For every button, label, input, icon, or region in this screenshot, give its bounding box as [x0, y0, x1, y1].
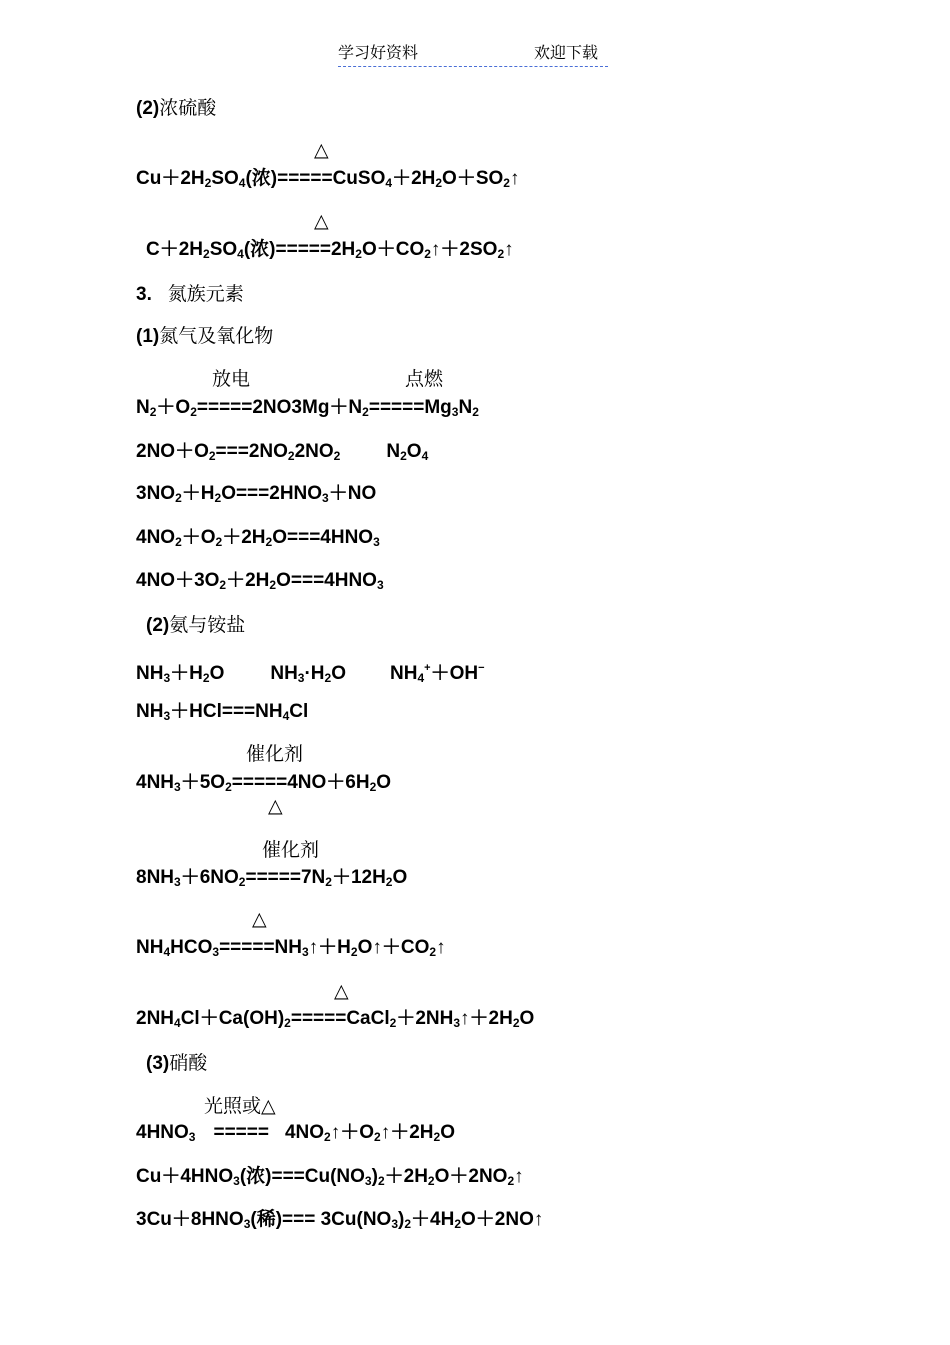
- subscript: 2: [503, 176, 510, 190]
- formula-text: ＋4H: [411, 1209, 455, 1230]
- subscript: 4: [282, 709, 290, 723]
- subscript: 2: [214, 491, 222, 505]
- formula-text: 3NO: [136, 483, 176, 504]
- subscript: 3: [174, 780, 181, 794]
- formula-text: Cu＋2H: [136, 168, 205, 189]
- subscript: 3: [322, 491, 329, 505]
- subscript: 3: [301, 945, 309, 959]
- formula-text: ＋6NO: [180, 867, 239, 888]
- subscript: 2: [424, 247, 431, 261]
- formula-text: N: [386, 441, 401, 462]
- subscript: 2: [404, 1217, 412, 1231]
- formula-text: ): [398, 1209, 405, 1230]
- subscript: 3: [163, 709, 171, 723]
- formula-text: ↑: [504, 239, 514, 260]
- subscript: 2: [389, 1016, 397, 1030]
- formula-text: Cl＋Ca(OH): [180, 1008, 285, 1029]
- header-left: 学习好资料: [338, 43, 419, 62]
- formula-text: 氨与铵盐: [169, 614, 246, 636]
- subscript: 2: [225, 780, 232, 794]
- cond-catalyst: 催化剂: [246, 743, 304, 765]
- formula-text: NH: [390, 663, 418, 684]
- formula-text: 浓硫酸: [159, 97, 217, 119]
- equation-nh3-h2o: [136, 656, 485, 690]
- formula-text: O: [440, 1122, 455, 1143]
- cond-heat: △: [252, 908, 267, 930]
- subscript: 2: [175, 535, 182, 549]
- subscript: 4: [163, 945, 171, 959]
- subscript: 2: [355, 247, 362, 261]
- formula-text: ===2NO: [215, 441, 288, 462]
- subscript: 3: [453, 1016, 461, 1030]
- cond-light-or-heat: 光照或△: [204, 1095, 276, 1117]
- formula-text: =====4NO＋6H: [231, 772, 370, 793]
- cond-ignite: 点燃: [405, 368, 444, 390]
- equation-nh3-hcl: [136, 700, 308, 728]
- formula-text: NH: [270, 663, 298, 684]
- formula-text: ＋2H: [222, 527, 266, 548]
- formula-text: =====CaCl: [290, 1008, 390, 1029]
- subscript: 3: [451, 405, 459, 419]
- formula-text: (1): [136, 326, 160, 347]
- subscript: 2: [427, 1174, 435, 1188]
- formula-text: 4NH: [136, 772, 175, 793]
- equation-cu-dilute-hno3: [136, 1208, 543, 1236]
- formula-text: NH: [136, 663, 164, 684]
- formula-text: N: [458, 397, 473, 418]
- formula-text: O: [519, 1008, 535, 1029]
- formula-text: SO: [211, 168, 239, 189]
- cond-heat: △: [314, 139, 329, 161]
- formula-text: O↑＋CO: [357, 937, 430, 958]
- formula-text: 3Cu＋8HNO: [136, 1209, 244, 1230]
- subscript: 2: [324, 671, 332, 685]
- formula-text: ＋NO: [328, 483, 377, 504]
- equation-nh3-no: [136, 866, 407, 894]
- subscript: 2: [325, 875, 332, 889]
- subscript: 3: [376, 578, 384, 592]
- subscript: 2: [219, 578, 227, 592]
- formula-text: O＋CO: [361, 239, 425, 260]
- equation-no2-o2-h2o: [136, 526, 380, 554]
- formula-text: ＋HCl===NH: [170, 701, 283, 722]
- formula-text: SO: [209, 239, 238, 260]
- subscript: 2: [454, 1217, 462, 1231]
- formula-text: O＋2NO: [434, 1166, 508, 1187]
- formula-text: ↑: [436, 937, 446, 958]
- formula-text: ＋2H: [392, 168, 436, 189]
- subscript: 2: [215, 535, 223, 549]
- formula-text: ↑＋2H: [460, 1008, 513, 1029]
- subscript: 2: [175, 491, 182, 505]
- formula-text: ↑: [509, 168, 520, 189]
- subscript: 3: [243, 1217, 251, 1231]
- formula-text: 4HNO: [136, 1122, 189, 1143]
- subscript: 2: [190, 405, 197, 419]
- heading-ammonia: [146, 613, 245, 638]
- formula-text: (稀)=== 3Cu(NO: [250, 1209, 392, 1230]
- equation-n2-o2-mg: [136, 396, 479, 424]
- subscript: 2: [377, 1174, 385, 1188]
- heading-nitric-acid: [146, 1051, 207, 1076]
- subscript: 2: [284, 1016, 291, 1030]
- formula-text: O: [406, 441, 422, 462]
- formula-text: O: [331, 663, 347, 684]
- formula-text: ＋H: [181, 483, 215, 504]
- formula-text: ＋OH: [430, 663, 479, 684]
- subscript: 2: [507, 1174, 515, 1188]
- equation-nh4cl-caoh2: [136, 1007, 534, 1035]
- subscript: 2: [350, 945, 358, 959]
- formula-text: C＋2H: [146, 239, 204, 260]
- subscript: 3: [373, 535, 380, 549]
- formula-text: 3.: [136, 284, 152, 305]
- formula-text: ↑＋H: [308, 937, 351, 958]
- subscript: 2: [400, 449, 407, 463]
- formula-text: O===4HNO: [276, 570, 377, 591]
- subscript: 4: [174, 1016, 181, 1030]
- formula-text: O: [376, 772, 392, 793]
- subscript: 2: [324, 1130, 331, 1144]
- subscript: 3: [297, 671, 305, 685]
- formula-text: =====7N: [245, 867, 326, 888]
- formula-text: ): [371, 1166, 378, 1187]
- subscript: 2: [512, 1016, 520, 1030]
- subscript: 4: [385, 176, 393, 190]
- formula-text: (浓)===Cu(NO: [239, 1166, 365, 1187]
- cond-heat: △: [314, 210, 329, 232]
- formula-text: (2): [146, 615, 170, 636]
- page-header: [338, 40, 608, 67]
- subscript: 4: [421, 449, 429, 463]
- formula-text: 2NO＋O: [136, 441, 209, 462]
- formula-text: ＋2NH: [396, 1008, 454, 1029]
- subscript: 2: [433, 1130, 441, 1144]
- formula-text: =====2NO3Mg＋N: [196, 397, 363, 418]
- subscript: 2: [202, 671, 210, 685]
- equation-nh3-oxidation: [136, 771, 391, 799]
- cond-catalyst: 催化剂: [262, 839, 320, 861]
- formula-text: (浓)=====2H: [243, 239, 356, 260]
- subscript: 2: [374, 1130, 381, 1144]
- formula-text: =====Mg: [368, 397, 452, 418]
- subscript: 2: [497, 247, 505, 261]
- subscript: 2: [204, 176, 212, 190]
- formula-text: ＋2H: [384, 1166, 428, 1187]
- formula-text: O===2HNO: [221, 483, 323, 504]
- formula-text: 2NH: [136, 1008, 175, 1029]
- formula-text: NH: [136, 937, 164, 958]
- formula-text: 2NO: [294, 441, 334, 462]
- subscript: 2: [472, 405, 479, 419]
- subscript: 4: [237, 247, 244, 261]
- subscript: 2: [208, 449, 216, 463]
- subscript: 3: [233, 1174, 240, 1188]
- subscript: 2: [333, 449, 341, 463]
- equation-nh4hco3: [136, 936, 446, 964]
- formula-text: (2): [136, 98, 160, 119]
- equation-cu-conc-hno3: [136, 1165, 524, 1193]
- formula-text: ·H: [304, 663, 325, 684]
- subscript: 3: [364, 1174, 372, 1188]
- header-right: 欢迎下载: [534, 43, 599, 62]
- subscript: 2: [369, 780, 377, 794]
- formula-text: N: [136, 397, 150, 418]
- equation-hno3-decomp: [136, 1121, 455, 1149]
- formula-text: 4NO: [136, 527, 176, 548]
- heading-nitrogen-oxides: [136, 324, 273, 349]
- formula-text: O＋2NO↑: [461, 1209, 544, 1230]
- subscript: 2: [362, 405, 369, 419]
- formula-text: ＋O: [181, 527, 216, 548]
- formula-text: =====NH: [219, 937, 302, 958]
- subscript: 2: [287, 449, 295, 463]
- subscript: 2: [429, 945, 437, 959]
- subscript: 2: [238, 875, 246, 889]
- formula-text: =====: [213, 1122, 269, 1143]
- subscript: 2: [385, 875, 393, 889]
- formula-text: (3): [146, 1053, 170, 1074]
- formula-text: 8NH: [136, 867, 175, 888]
- formula-text: ＋H: [170, 663, 203, 684]
- heading-sulfuric: [136, 96, 216, 121]
- subscript: 4: [417, 671, 425, 685]
- equation-cu-h2so4: [136, 167, 519, 195]
- heading-nitrogen-group: [136, 282, 244, 307]
- formula-text: O＋SO: [442, 168, 504, 189]
- equation-no2-h2o: [136, 482, 376, 510]
- equation-c-h2so4: [146, 238, 514, 266]
- superscript: +: [424, 662, 431, 674]
- cond-heat: △: [334, 980, 349, 1002]
- subscript: 2: [269, 578, 277, 592]
- formula-text: O: [392, 867, 408, 888]
- subscript: 2: [265, 535, 273, 549]
- formula-text: ＋2H: [226, 570, 270, 591]
- subscript: 3: [212, 945, 220, 959]
- subscript: 4: [238, 176, 246, 190]
- formula-text: (浓)=====CuSO: [245, 168, 386, 189]
- formula-text: ↑: [514, 1166, 524, 1187]
- formula-text: 氮族元素: [167, 283, 244, 305]
- subscript: 3: [163, 671, 171, 685]
- formula-text: 氮气及氧化物: [159, 325, 274, 347]
- formula-text: ↑＋2SO: [430, 239, 498, 260]
- subscript: 3: [188, 1130, 196, 1144]
- subscript: 3: [391, 1217, 399, 1231]
- superscript: −: [478, 662, 485, 674]
- formula-text: Cu＋4HNO: [136, 1166, 234, 1187]
- subscript: 3: [174, 875, 181, 889]
- cond-heat: △: [268, 795, 283, 817]
- formula-text: O===4HNO: [272, 527, 374, 548]
- formula-text: 硝酸: [169, 1052, 208, 1074]
- formula-text: Cl: [289, 701, 309, 722]
- subscript: 2: [203, 247, 210, 261]
- subscript: 2: [149, 405, 157, 419]
- formula-text: NH: [136, 701, 164, 722]
- formula-text: ＋5O: [180, 772, 226, 793]
- equation-no-o2: [136, 440, 428, 468]
- cond-discharge: 放电: [212, 368, 251, 390]
- equation-no-o2-h2o: [136, 569, 384, 597]
- formula-text: 4NO＋3O: [136, 570, 220, 591]
- formula-text: HCO: [170, 937, 213, 958]
- formula-text: O: [209, 663, 225, 684]
- subscript: 2: [435, 176, 443, 190]
- formula-text: ＋12H: [331, 867, 386, 888]
- formula-text: 4NO: [284, 1122, 325, 1143]
- formula-text: ↑＋O: [330, 1122, 375, 1143]
- formula-text: ＋O: [156, 397, 191, 418]
- formula-text: ↑＋2H: [380, 1122, 434, 1143]
